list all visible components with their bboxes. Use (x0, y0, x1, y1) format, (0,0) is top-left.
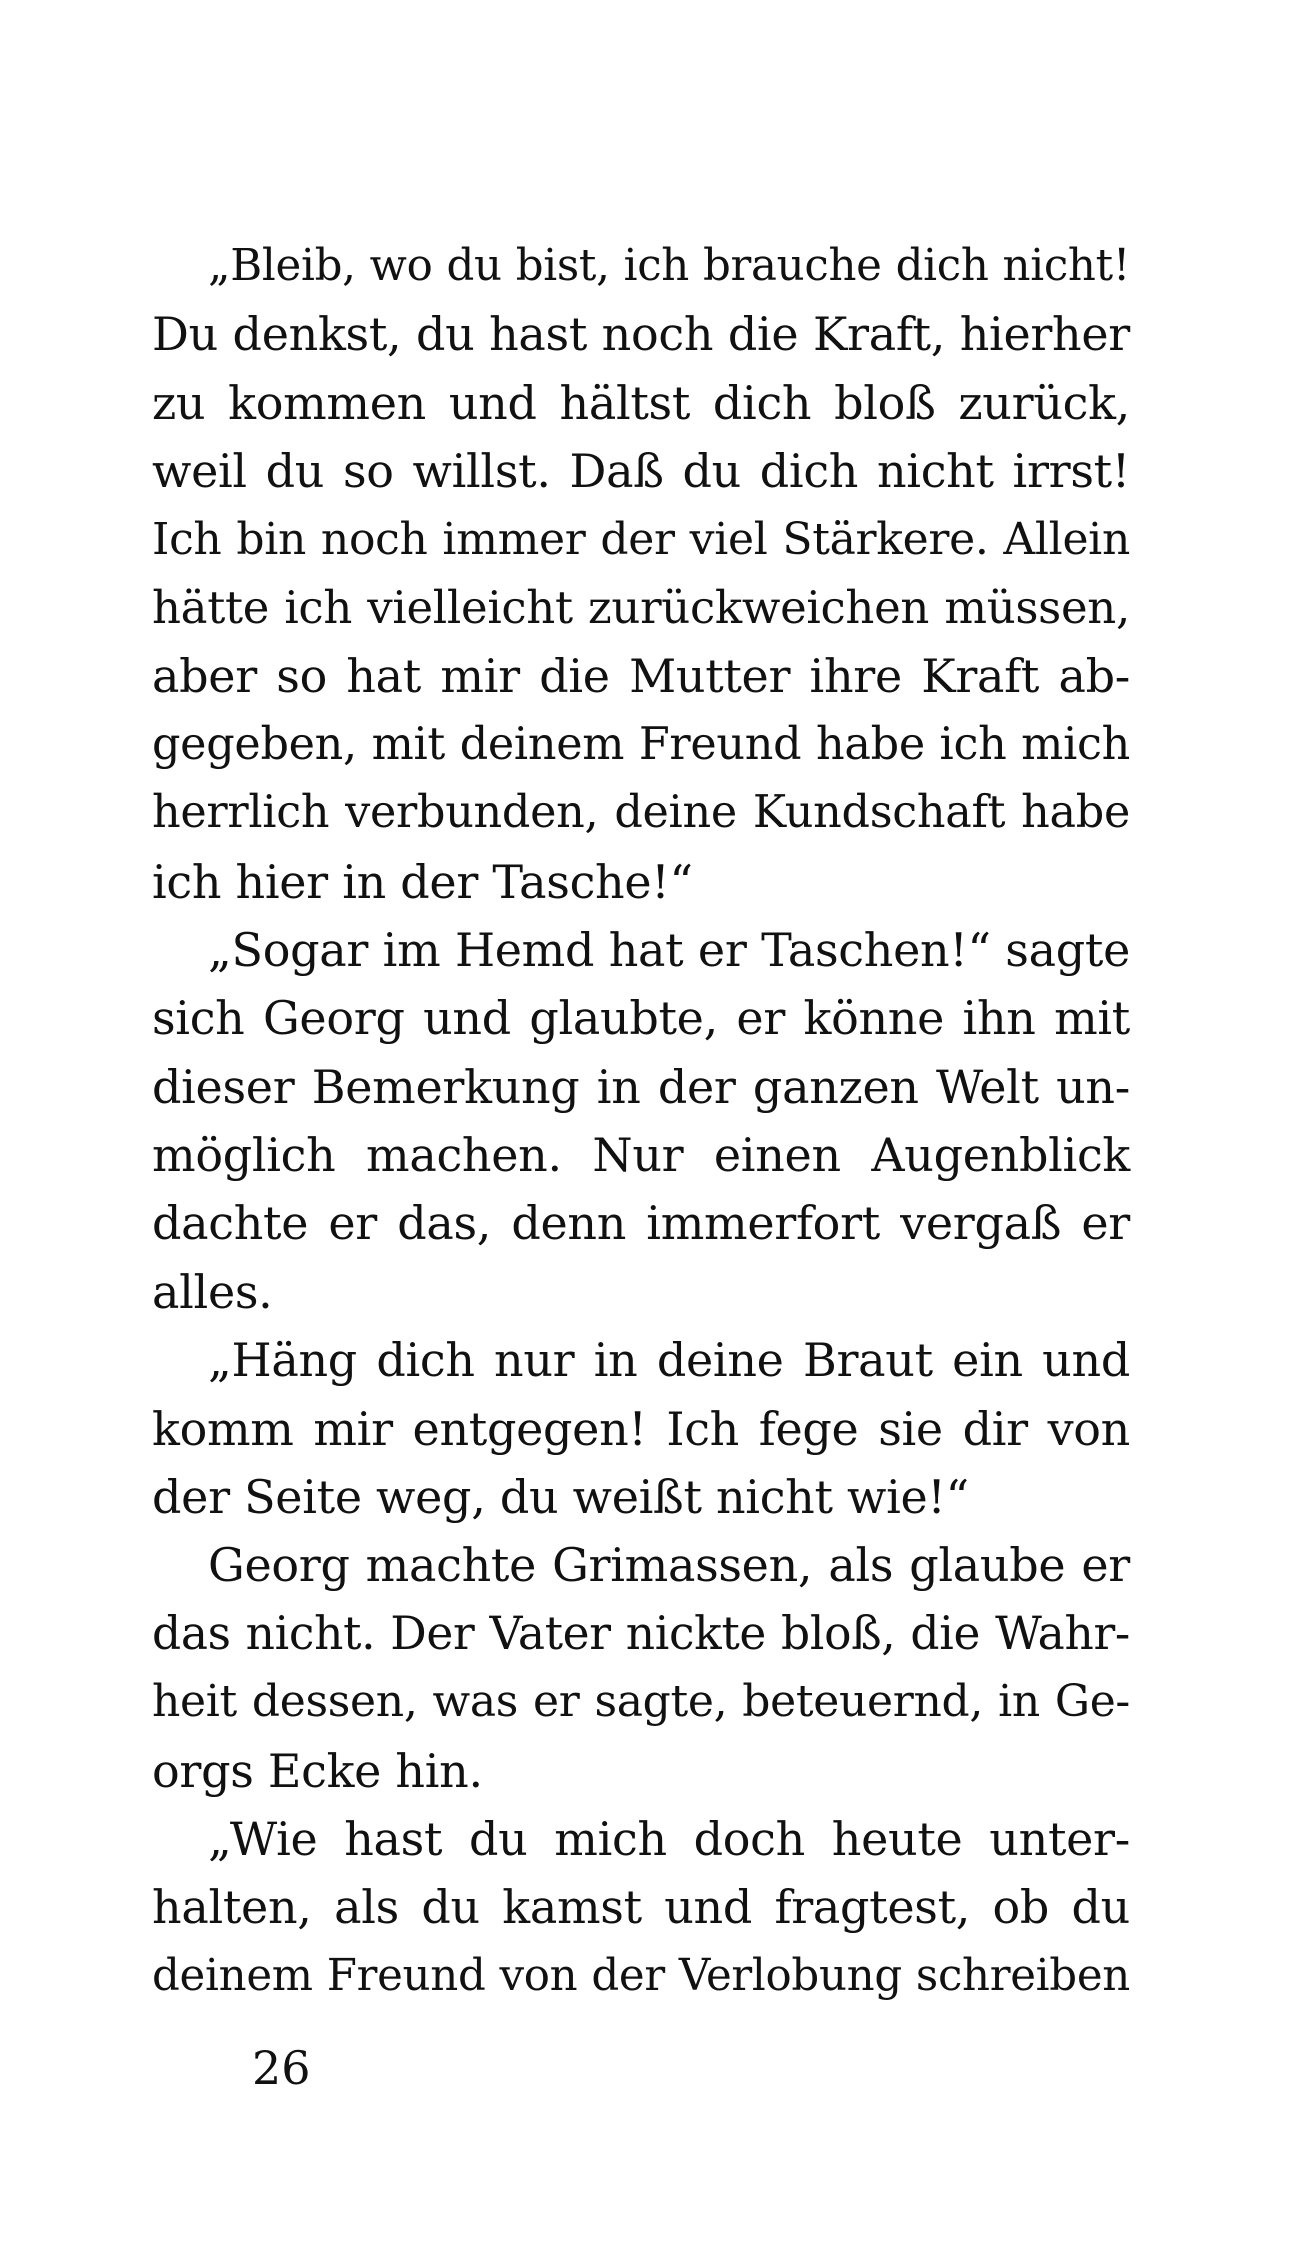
text-line: sich Georg und glaubte, er könne ihn mit (152, 991, 1130, 1046)
text-line: orgs Ecke hin. (152, 1743, 483, 1798)
text-line: ich hier in der Tasche!“ (152, 854, 693, 909)
text-line: weil du so willst. Daß du dich nicht irrst! (152, 444, 1130, 499)
text-line: „Bleib, wo du bist, ich brauche dich nicht! (208, 241, 1130, 291)
text-line: alles. (152, 1264, 273, 1319)
text-line: hätte ich vielleicht zurückweichen müssen, (152, 580, 1130, 634)
text-line: komm mir entgegen! Ich fege sie dir von (152, 1401, 1130, 1456)
text-line: zu kommen und hältst dich bloß zurück, (152, 375, 1130, 430)
text-line: „Wie hast du mich doch heute unter- (208, 1811, 1130, 1866)
text-line: halten, als du kamst und fragtest, ob du (152, 1880, 1130, 1935)
text-line: Georg machte Grimassen, als glaube er (208, 1538, 1130, 1593)
body-text (152, 232, 1130, 2010)
text-line: „Häng dich nur in deine Braut ein und (208, 1333, 1130, 1388)
text-line: der Seite weg, du weißt nicht wie!“ (152, 1470, 969, 1525)
text-line: gegeben, mit deinem Freund habe ich mich (152, 718, 1130, 770)
text-line: dachte er das, denn immerfort vergaß er (152, 1196, 1130, 1251)
text-line: Du denkst, du hast noch die Kraft, hierher (152, 307, 1130, 362)
page-number: 26 (252, 2041, 311, 2095)
text-line: heit dessen, was er sagte, beteuernd, in Ge- (152, 1676, 1130, 1728)
text-line: aber so hat mir die Mutter ihre Kraft ab- (152, 649, 1130, 704)
text-line: dieser Bemerkung in der ganzen Welt un- (152, 1059, 1130, 1114)
text-line: herrlich verbunden, deine Kundschaft habe (152, 787, 1130, 839)
text-line: deinem Freund von der Verlobung schreiben (152, 1950, 1130, 2001)
text-line: Ich bin noch immer der viel Stärkere. Allein (152, 513, 1130, 565)
text-line: möglich machen. Nur einen Augenblick (152, 1128, 1130, 1183)
text-line: „Sogar im Hemd hat er Taschen!“ sagte (208, 922, 1130, 977)
text-line: das nicht. Der Vater nickte bloß, die Wahr- (152, 1606, 1130, 1660)
